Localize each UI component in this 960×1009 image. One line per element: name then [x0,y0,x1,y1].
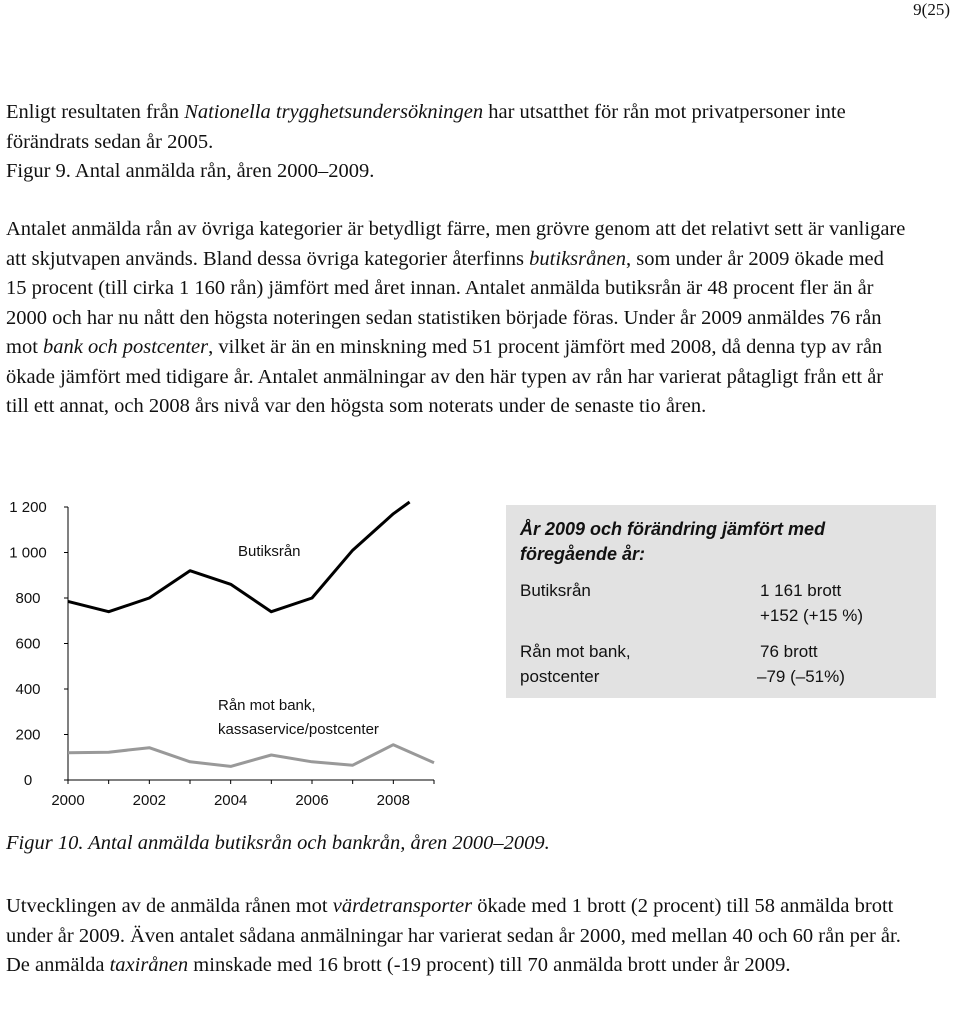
series-label-bank-line1: Rån mot bank, [218,697,316,714]
summary-row2-label-line1: Rån mot bank, [520,642,631,661]
p2-text-3: , vilket är än en minskning med 51 procent jämfört med 2008, då denna typ av rån ökade jämfört med tidigare år. Antalet anmälningar av den här typen av rån har varierat påtagligt från ett år till ett annat, och 2008 års nivå var den högsta som noterats under de senaste tio åren. [6,336,884,417]
p2-text-2: , som under år 2009 ökade med 15 procent (till cirka 1 160 rån) jämfört med året innan. Antalet anmälda butiksrån är 48 procent fler än år 2000 och har nu nått den högsta noteringen sedan statistiken började föras. Under år 2009 anmäldes 76 rån mot [6,247,884,358]
y-tick-label: 600 [15,635,41,653]
p3-text-3: minskade med 16 brott (-19 procent) till 70 anmälda brott under år 2009. [188,954,791,976]
robbery-line-chart [0,490,480,820]
p2-text-1: Antalet anmälda rån av övriga kategorier är betydligt färre, men grövre genom att det relativt sett är vanligare att skjutvapen används. Bland dessa övriga kategorier återfinns [6,218,906,270]
p3-text-2: ökade med 1 brott (2 procent) till 58 anmälda brott under år 2009. Även antalet sådana anmälningar har varierat sedan år 2000, med mellan 40 och 60 rån per år. De anmälda [6,895,901,976]
x-axis-ticks [51,780,434,809]
paragraph-robbery-categories [6,215,906,422]
p1-text-1: Enligt resultaten från [6,101,185,123]
summary-row2-count: 76 brott [760,642,818,661]
series-label-bank-line2: kassaservice/postcenter [218,721,379,738]
summary-row1-label: Butiksrån [520,581,591,600]
x-tick-label: 2006 [295,792,329,809]
paragraph-value-transport-taxi [6,892,906,981]
summary-row1-count: 1 161 brott [760,581,842,600]
figure-10-caption: Figur 10. Antal anmälda butiksrån och bankrån, åren 2000–2009. [6,832,550,854]
y-tick-label: 0 [23,772,33,789]
p3-text-1: Utvecklingen av de anmälda rånen mot [6,895,333,917]
x-tick-label: 2002 [132,792,167,809]
series-line-bank-robbery [68,745,434,767]
series-label-shop: Butiksrån [238,543,301,560]
p3-emphasis-taxi: taxirånen [109,954,189,976]
summary-row2-change: –79 (–51%) [757,667,845,686]
y-tick-label: 200 [15,726,41,744]
y-axis-ticks [9,499,68,789]
page-number: 9(25) [913,0,950,19]
summary-row2-label-line2: postcenter [520,667,600,686]
p2-emphasis-shop-robbery: butiksrånen [529,247,626,270]
figure-9-caption: Figur 9. Antal anmälda rån, åren 2000–2009. [6,160,375,182]
summary-header-line2: föregående år: [520,544,646,564]
x-tick-label: 2000 [51,792,85,809]
x-tick-label: 2008 [376,792,411,809]
y-tick-label: 400 [15,681,41,698]
x-tick-label: 2004 [213,792,248,809]
summary-box-header [520,517,920,567]
y-tick-label: 1 000 [9,544,47,562]
summary-box [506,505,936,698]
p1-text-2: har utsatthet för rån mot privatpersoner inte förändrats sedan år 2005. [6,101,846,153]
y-tick-label: 800 [15,590,41,607]
p2-emphasis-bank-postcenter: bank och postcenter [43,336,209,358]
summary-header-line1: År 2009 och förändring jämfört med [520,519,826,539]
summary-row1-change: +152 (+15 %) [760,606,864,625]
p1-emphasis-survey: Nationella trygghetsundersökningen [184,101,484,123]
paragraph-intro [6,98,906,187]
y-tick-label: 1 200 [9,499,47,516]
p3-emphasis-value-transport: värdetransporter [332,895,473,917]
